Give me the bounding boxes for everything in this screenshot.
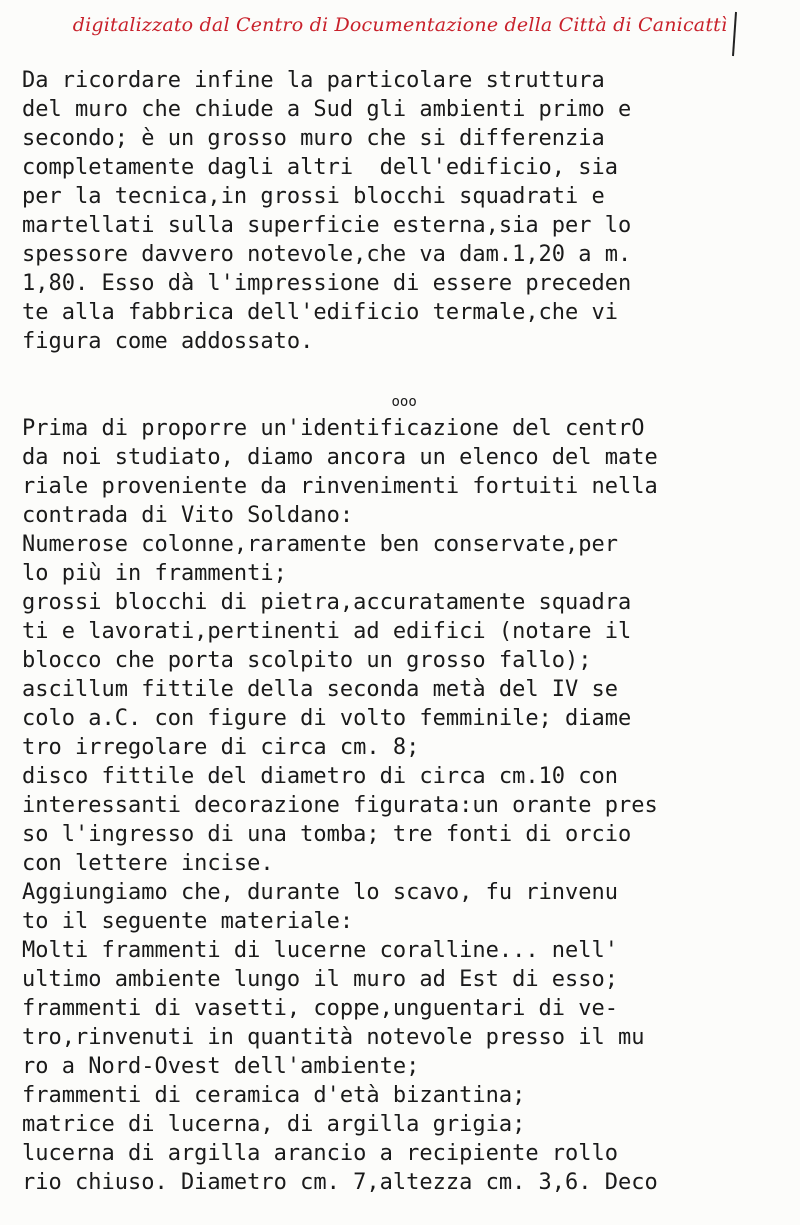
text-line: ti e lavorati,pertinenti ad edifici (notare il xyxy=(22,619,632,644)
text-line: frammenti di ceramica d'età bizantina; xyxy=(22,1083,526,1108)
text-line: 1,80. Esso dà l'impressione di essere preceden xyxy=(22,271,632,296)
text-line: Prima di proporre un'identificazione del centrO xyxy=(22,416,645,441)
text-line: to il seguente materiale: xyxy=(22,909,354,934)
text-line: rio chiuso. Diametro cm. 7,altezza cm. 3,6. Deco xyxy=(22,1170,658,1195)
text-line: spessore davvero notevole,che va dam.1,20 a m. xyxy=(22,242,632,267)
text-line: tro,rinvenuti in quantità notevole presso il mu xyxy=(22,1025,645,1050)
text-line: martellati sulla superficie esterna,sia per lo xyxy=(22,213,632,238)
text-line: frammenti di vasetti, coppe,unguentari di ve- xyxy=(22,996,619,1021)
text-line: te alla fabbrica dell'edificio termale,che vi xyxy=(22,300,619,325)
text-line: da noi studiato, diamo ancora un elenco del mate xyxy=(22,445,658,470)
text-line: Molti frammenti di lucerne coralline... nell' xyxy=(22,938,619,963)
paragraph-wall-structure xyxy=(22,66,792,356)
section-separator: ooo xyxy=(391,394,417,410)
text-line: per la tecnica,in grossi blocchi squadrati e xyxy=(22,184,605,209)
text-line: interessanti decorazione figurata:un orante pres xyxy=(22,793,658,818)
typed-text-body xyxy=(22,66,792,1197)
separator-row xyxy=(22,356,792,410)
text-line: colo a.C. con figure di volto femminile; diame xyxy=(22,706,632,731)
text-line: figura come addossato. xyxy=(22,329,314,354)
text-line: ascillum fittile della seconda metà del IV se xyxy=(22,677,619,702)
text-line: blocco che porta scolpito un grosso fallo); xyxy=(22,648,592,673)
text-line: Da ricordare infine la particolare struttura xyxy=(22,68,605,93)
text-line: lo più in frammenti; xyxy=(22,561,287,586)
text-line: matrice di lucerna, di argilla grigia; xyxy=(22,1112,526,1137)
pen-mark-icon xyxy=(726,10,740,58)
text-line: del muro che chiude a Sud gli ambienti primo e xyxy=(22,97,632,122)
text-line: con lettere incise. xyxy=(22,851,274,876)
text-line: Numerose colonne,raramente ben conservate,per xyxy=(22,532,619,557)
text-line: disco fittile del diametro di circa cm.10 con xyxy=(22,764,619,789)
paragraph-finds-list xyxy=(22,414,792,1197)
text-line: grossi blocchi di pietra,accuratamente squadra xyxy=(22,590,632,615)
text-line: tro irregolare di circa cm. 8; xyxy=(22,735,420,760)
text-line: completamente dagli altri dell'edificio, sia xyxy=(22,155,619,180)
text-line: so l'ingresso di una tomba; tre fonti di orcio xyxy=(22,822,632,847)
text-line: ultimo ambiente lungo il muro ad Est di esso; xyxy=(22,967,619,992)
digitization-header: digitalizzato dal Centro di Documentazione della Città di Canicattì xyxy=(72,14,728,36)
text-line: riale proveniente da rinvenimenti fortuiti nella xyxy=(22,474,658,499)
text-line: contrada di Vito Soldano: xyxy=(22,503,354,528)
text-line: lucerna di argilla arancio a recipiente rollo xyxy=(22,1141,619,1166)
text-line: ro a Nord-Ovest dell'ambiente; xyxy=(22,1054,420,1079)
text-line: Aggiungiamo che, durante lo scavo, fu rinvenu xyxy=(22,880,619,905)
text-line: secondo; è un grosso muro che si differenzia xyxy=(22,126,605,151)
